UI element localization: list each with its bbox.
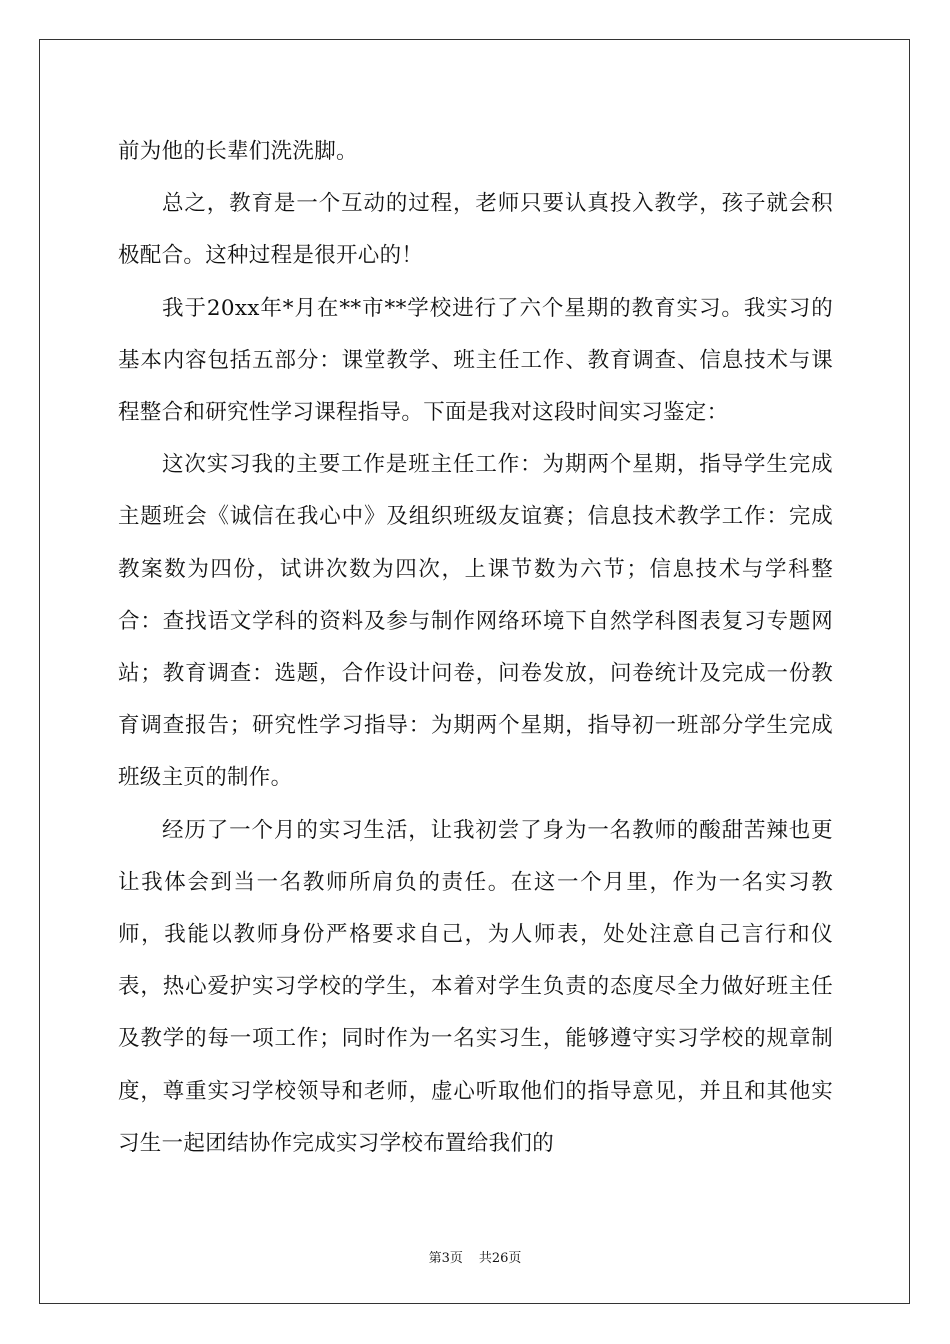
paragraph: 这次实习我的主要工作是班主任工作：为期两个星期，指导学生完成主题班会《诚信在我心中》及组织班级友谊赛；信息技术教学工作：完成教案数为四份，试讲次数为四次，上课节数为六节；信息技术与学科整合：查找语文学科的资料及参与制作网络环境下自然学科图表复习专题网站；教育调查：选题，合作设计问卷，问卷发放，问卷统计及完成一份教育调查报告；研究性学习指导：为期两个星期，指导初一班部分学生完成班级主页的制作。	[118, 452, 833, 791]
total-pages-label: 共26页	[478, 1251, 522, 1266]
paragraph: 总之，教育是一个互动的过程，老师只要认真投入教学，孩子就会积极配合。这种过程是很开心的！	[118, 191, 833, 269]
document-body	[118, 126, 833, 1170]
page-footer	[0, 1247, 950, 1266]
paragraph-continuation: 前为他的长辈们洗洗脚。	[118, 139, 358, 164]
current-page-label: 第3页	[428, 1251, 463, 1266]
paragraph: 我于20xx年*月在**市**学校进行了六个星期的教育实习。我实习的基本内容包括五部分：课堂教学、班主任工作、教育调查、信息技术与课程整合和研究性学习课程指导。下面是我对这段时间实习鉴定：	[118, 295, 833, 426]
paragraph: 经历了一个月的实习生活，让我初尝了身为一名教师的酸甜苦辣也更让我体会到当一名教师所肩负的责任。在这一个月里，作为一名实习教师，我能以教师身份严格要求自己，为人师表，处处注意自己言行和仪表，热心爱护实习学校的学生，本着对学生负责的态度尽全力做好班主任及教学的每一项工作；同时作为一名实习生，能够遵守实习学校的规章制度，尊重实习学校领导和老师，虚心听取他们的指导意见，并且和其他实习生一起团结协作完成实习学校布置给我们的	[118, 817, 833, 1156]
